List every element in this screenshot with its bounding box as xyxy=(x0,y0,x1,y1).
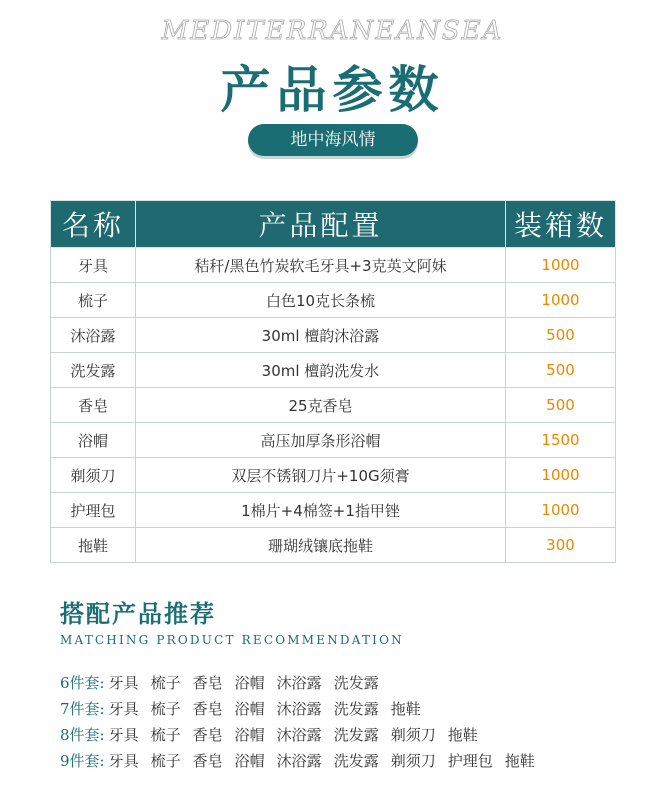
set-label: 7件套: xyxy=(60,700,105,718)
table-row xyxy=(51,353,616,388)
cell-name: 香皂 xyxy=(51,388,136,423)
set-item: 浴帽 xyxy=(234,700,265,718)
cell-name: 剃须刀 xyxy=(51,458,136,493)
product-params-table xyxy=(50,200,616,563)
cell-qty: 500 xyxy=(506,353,616,388)
set-item: 梳子 xyxy=(150,674,181,692)
cell-name: 梳子 xyxy=(51,283,136,318)
set-item: 牙具 xyxy=(108,700,139,718)
cell-config: 珊瑚绒镶底拖鞋 xyxy=(136,528,506,563)
set-item: 牙具 xyxy=(108,752,139,770)
cell-qty: 1500 xyxy=(506,423,616,458)
recommendation-subtitle: MATCHING PRODUCT RECOMMENDATION xyxy=(60,633,404,647)
header-name: 名称 xyxy=(51,201,136,248)
set-item: 拖鞋 xyxy=(390,700,421,718)
set-label: 9件套: xyxy=(60,752,105,770)
table-row xyxy=(51,528,616,563)
set-item: 香皂 xyxy=(192,700,223,718)
set-list xyxy=(60,670,547,774)
set-item: 拖鞋 xyxy=(447,726,478,744)
set-item: 浴帽 xyxy=(234,752,265,770)
set-row xyxy=(60,722,547,748)
set-row xyxy=(60,670,547,696)
table-row xyxy=(51,458,616,493)
header-qty: 装箱数 xyxy=(506,201,616,248)
cell-config: 高压加厚条形浴帽 xyxy=(136,423,506,458)
cell-qty: 1000 xyxy=(506,458,616,493)
set-item: 剃须刀 xyxy=(390,726,436,744)
set-row xyxy=(60,748,547,774)
table-header-row xyxy=(51,201,616,248)
cell-name: 浴帽 xyxy=(51,423,136,458)
set-row xyxy=(60,696,547,722)
cell-name: 牙具 xyxy=(51,248,136,283)
cell-config: 1棉片+4棉签+1指甲锉 xyxy=(136,493,506,528)
cell-qty: 500 xyxy=(506,388,616,423)
set-item: 沐浴露 xyxy=(276,700,322,718)
set-label: 6件套: xyxy=(60,674,105,692)
cell-config: 30ml 檀韵沐浴露 xyxy=(136,318,506,353)
set-item: 洗发露 xyxy=(333,726,379,744)
table-row xyxy=(51,248,616,283)
cell-config: 双层不锈钢刀片+10G须膏 xyxy=(136,458,506,493)
table-row xyxy=(51,493,616,528)
cell-name: 护理包 xyxy=(51,493,136,528)
cell-qty: 300 xyxy=(506,528,616,563)
set-label: 8件套: xyxy=(60,726,105,744)
table-row xyxy=(51,423,616,458)
cell-qty: 500 xyxy=(506,318,616,353)
set-item: 洗发露 xyxy=(333,700,379,718)
cell-name: 洗发露 xyxy=(51,353,136,388)
set-item: 洗发露 xyxy=(333,752,379,770)
subtitle-badge: 地中海风情 xyxy=(248,124,418,156)
set-item: 牙具 xyxy=(108,674,139,692)
set-item: 护理包 xyxy=(447,752,493,770)
cell-name: 拖鞋 xyxy=(51,528,136,563)
script-title: MEDITERRANEANSEA xyxy=(161,16,504,46)
recommendation-title: 搭配产品推荐 xyxy=(60,599,216,628)
set-item: 牙具 xyxy=(108,726,139,744)
set-item: 香皂 xyxy=(192,752,223,770)
set-item: 剃须刀 xyxy=(390,752,436,770)
set-item: 梳子 xyxy=(150,752,181,770)
cell-qty: 1000 xyxy=(506,283,616,318)
set-item: 沐浴露 xyxy=(276,674,322,692)
page-title: 产品参数 xyxy=(220,61,445,119)
set-item: 洗发露 xyxy=(333,674,379,692)
table-row xyxy=(51,283,616,318)
cell-config: 白色10克长条梳 xyxy=(136,283,506,318)
table-row xyxy=(51,318,616,353)
set-item: 梳子 xyxy=(150,726,181,744)
cell-config: 25克香皂 xyxy=(136,388,506,423)
header-config: 产品配置 xyxy=(136,201,506,248)
set-item: 浴帽 xyxy=(234,674,265,692)
cell-name: 沐浴露 xyxy=(51,318,136,353)
set-item: 浴帽 xyxy=(234,726,265,744)
set-item: 香皂 xyxy=(192,674,223,692)
table-row xyxy=(51,388,616,423)
cell-qty: 1000 xyxy=(506,248,616,283)
set-item: 梳子 xyxy=(150,700,181,718)
cell-qty: 1000 xyxy=(506,493,616,528)
set-item: 拖鞋 xyxy=(504,752,535,770)
cell-config: 秸秆/黑色竹炭软毛牙具+3克英文阿妹 xyxy=(136,248,506,283)
set-item: 沐浴露 xyxy=(276,752,322,770)
set-item: 沐浴露 xyxy=(276,726,322,744)
cell-config: 30ml 檀韵洗发水 xyxy=(136,353,506,388)
set-item: 香皂 xyxy=(192,726,223,744)
